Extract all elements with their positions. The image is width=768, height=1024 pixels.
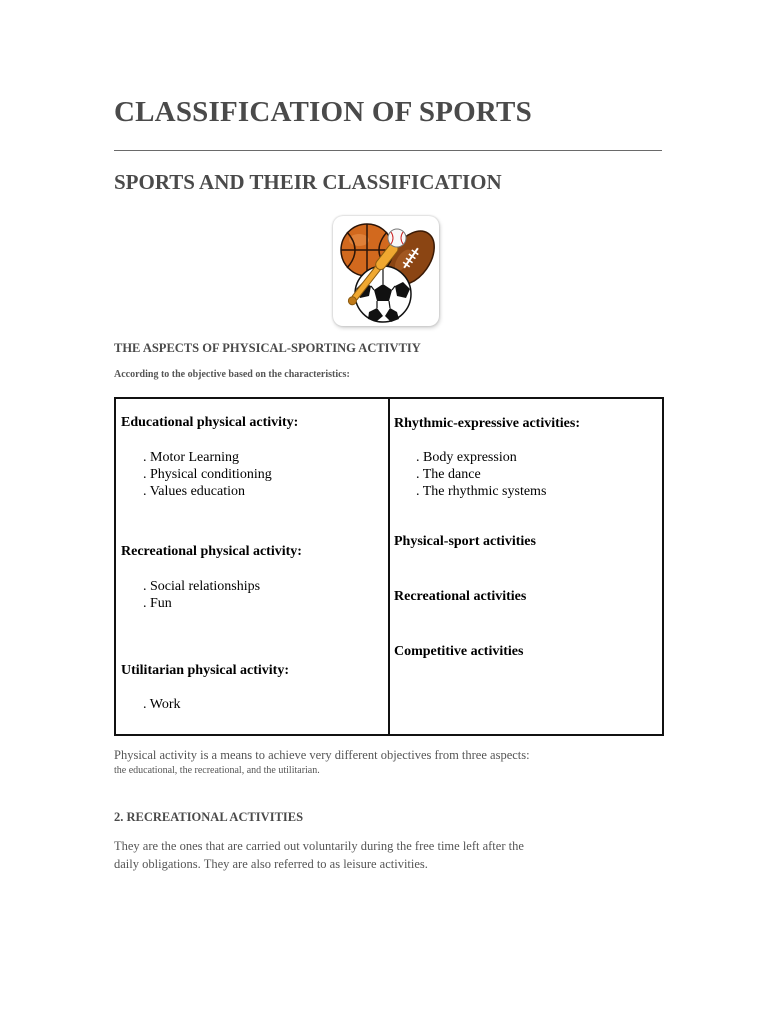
educational-activity-heading: Educational physical activity:: [121, 415, 299, 430]
list-item: . Values education: [143, 484, 245, 499]
list-item: . Body expression: [416, 450, 517, 465]
page-subtitle: SPORTS AND THEIR CLASSIFICATION: [114, 170, 502, 194]
summary-text: Physical activity is a means to achieve very different objectives from three aspects:: [114, 748, 530, 762]
utilitarian-activity-list: [143, 696, 181, 713]
recreational-activities-heading: Recreational activities: [394, 589, 527, 604]
educational-activity-list: [143, 449, 272, 500]
classification-table: [114, 397, 664, 736]
table-left-column: [116, 399, 390, 734]
recreational-activity-heading: Recreational physical activity:: [121, 544, 302, 559]
page-title: CLASSIFICATION OF SPORTS: [114, 96, 532, 128]
list-item: . Motor Learning: [143, 450, 240, 465]
aspects-heading: THE ASPECTS OF PHYSICAL-SPORTING ACTIVTIY: [114, 341, 421, 355]
list-item: . The dance: [416, 467, 481, 482]
utilitarian-activity-heading: Utilitarian physical activity:: [121, 663, 289, 678]
list-item: . Fun: [143, 596, 172, 611]
recreational-section-heading: 2. RECREATIONAL ACTIVITIES: [114, 810, 304, 824]
paragraph-line: daily obligations. They are also referred to as leisure activities.: [114, 857, 428, 871]
recreational-section-paragraph: [114, 837, 524, 873]
objective-note: According to the objective based on the characteristics:: [114, 369, 350, 380]
sports-balls-icon: [333, 216, 439, 326]
list-item: . Physical conditioning: [143, 467, 272, 482]
physical-sport-activities-heading: Physical-sport activities: [394, 534, 536, 549]
list-item: . Social relationships: [143, 579, 261, 594]
list-item: . Work: [143, 697, 181, 712]
list-item: . The rhythmic systems: [416, 484, 547, 499]
paragraph-line: They are the ones that are carried out voluntarily during the free time left after the: [114, 839, 524, 853]
competitive-activities-heading: Competitive activities: [394, 644, 524, 659]
rhythmic-activities-heading: Rhythmic-expressive activities:: [394, 416, 580, 431]
title-divider: [114, 150, 662, 151]
rhythmic-activities-list: [416, 449, 546, 500]
recreational-activity-list: [143, 578, 260, 612]
table-right-column: [390, 399, 662, 734]
summary-subtext: the educational, the recreational, and the utilitarian.: [114, 765, 320, 776]
